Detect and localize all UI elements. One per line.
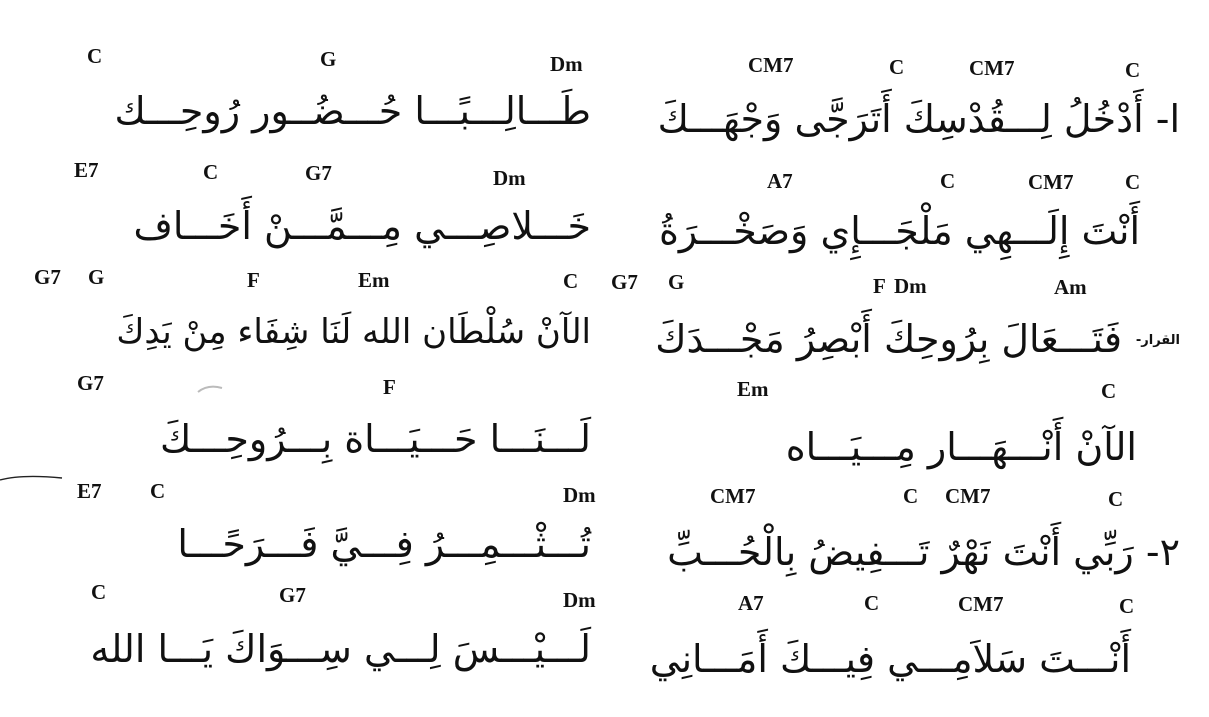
- chord: C: [940, 169, 956, 193]
- chord: A7: [767, 169, 793, 193]
- lyric-line: الآنْ سُلْطَان الله لَنَا شِفَاء مِنْ يَدِكَ: [116, 312, 591, 352]
- chord: C: [903, 484, 919, 508]
- lyric-line: فَتَـــعَالَ بِرُوحِكَ أَبْصِرُ مَجْـــدَكَ: [655, 317, 1122, 361]
- chord: C: [1108, 487, 1124, 511]
- chord: G7: [77, 371, 104, 395]
- lyric-line: لَـــيْـــسَ لِـــي سِـــوَاكَ يَـــا الله: [90, 627, 591, 671]
- chord: Dm: [894, 274, 927, 298]
- chord: A7: [738, 591, 764, 615]
- chord: C: [203, 160, 219, 184]
- chord: CM7: [945, 484, 991, 508]
- chord: C: [1119, 594, 1135, 618]
- scan-mark: [0, 462, 70, 492]
- chord: E7: [77, 479, 102, 503]
- chord: E7: [74, 158, 99, 182]
- chord: C: [864, 591, 880, 615]
- chord: CM7: [958, 592, 1004, 616]
- chord: G: [668, 270, 685, 294]
- chord: CM7: [969, 56, 1015, 80]
- lyric-line: ا- أَدْخُلُ لِـــقُدْسِكَ أَتَرَجَّى وَجْهَـــكَ: [657, 97, 1180, 141]
- chord: Dm: [563, 588, 596, 612]
- chord: C: [91, 580, 107, 604]
- chord: C: [563, 269, 579, 293]
- chord: CM7: [1028, 170, 1074, 194]
- chord: G: [320, 47, 337, 71]
- chord: F: [383, 375, 396, 399]
- chord: G7: [34, 265, 61, 289]
- lyric-line: طَـــالِـــبًـــا حُـــضُــور رُوحِـــك: [114, 89, 591, 133]
- lyric-line: الآنْ أَنْـــهَـــار مِـــيَـــاه: [785, 425, 1137, 469]
- chord: Dm: [493, 166, 526, 190]
- chord: Am: [1054, 275, 1087, 299]
- chord: C: [1125, 170, 1141, 194]
- lyric-line: خَـــلاصِـــي مِـــمَّـــنْ أَخَـــاف: [133, 204, 591, 248]
- lyric-line: أَنْتَ إِلَـــهِي مَلْجَـــإِي وَصَخْـــرَةُ: [658, 209, 1140, 253]
- chord: G7: [279, 583, 306, 607]
- chord: CM7: [748, 53, 794, 77]
- chord: G7: [305, 161, 332, 185]
- chord: C: [1125, 58, 1141, 82]
- scan-speck: [196, 382, 226, 396]
- chord: C: [889, 55, 905, 79]
- chord: CM7: [710, 484, 756, 508]
- chord: C: [1101, 379, 1117, 403]
- chord: Dm: [550, 52, 583, 76]
- chord: Em: [737, 377, 769, 401]
- lyric-line: أَنْـــتَ سَلاَمِـــي فِيـــكَ أَمَـــانِي: [649, 637, 1131, 681]
- lyric-line: ٢- رَبِّي أَنْتَ نَهْرٌ تَـــفِيضُ بِالْحُـــبِّ: [667, 530, 1180, 574]
- chord: C: [87, 44, 103, 68]
- chord: F: [873, 274, 886, 298]
- lyric-line: تُـــثْـــمِـــرُ فِـــيَّ فَـــرَحًـــا: [177, 522, 591, 566]
- chord: Dm: [563, 483, 596, 507]
- chord: F: [247, 268, 260, 292]
- chord: C: [150, 479, 166, 503]
- lyric-line: لَـــنَـــا حَـــيَـــاة بِـــرُوحِـــكَ: [159, 417, 591, 461]
- chord: G7: [611, 270, 638, 294]
- chord: G: [88, 265, 105, 289]
- refrain-label: القرار-: [1135, 333, 1180, 348]
- chord: Em: [358, 268, 390, 292]
